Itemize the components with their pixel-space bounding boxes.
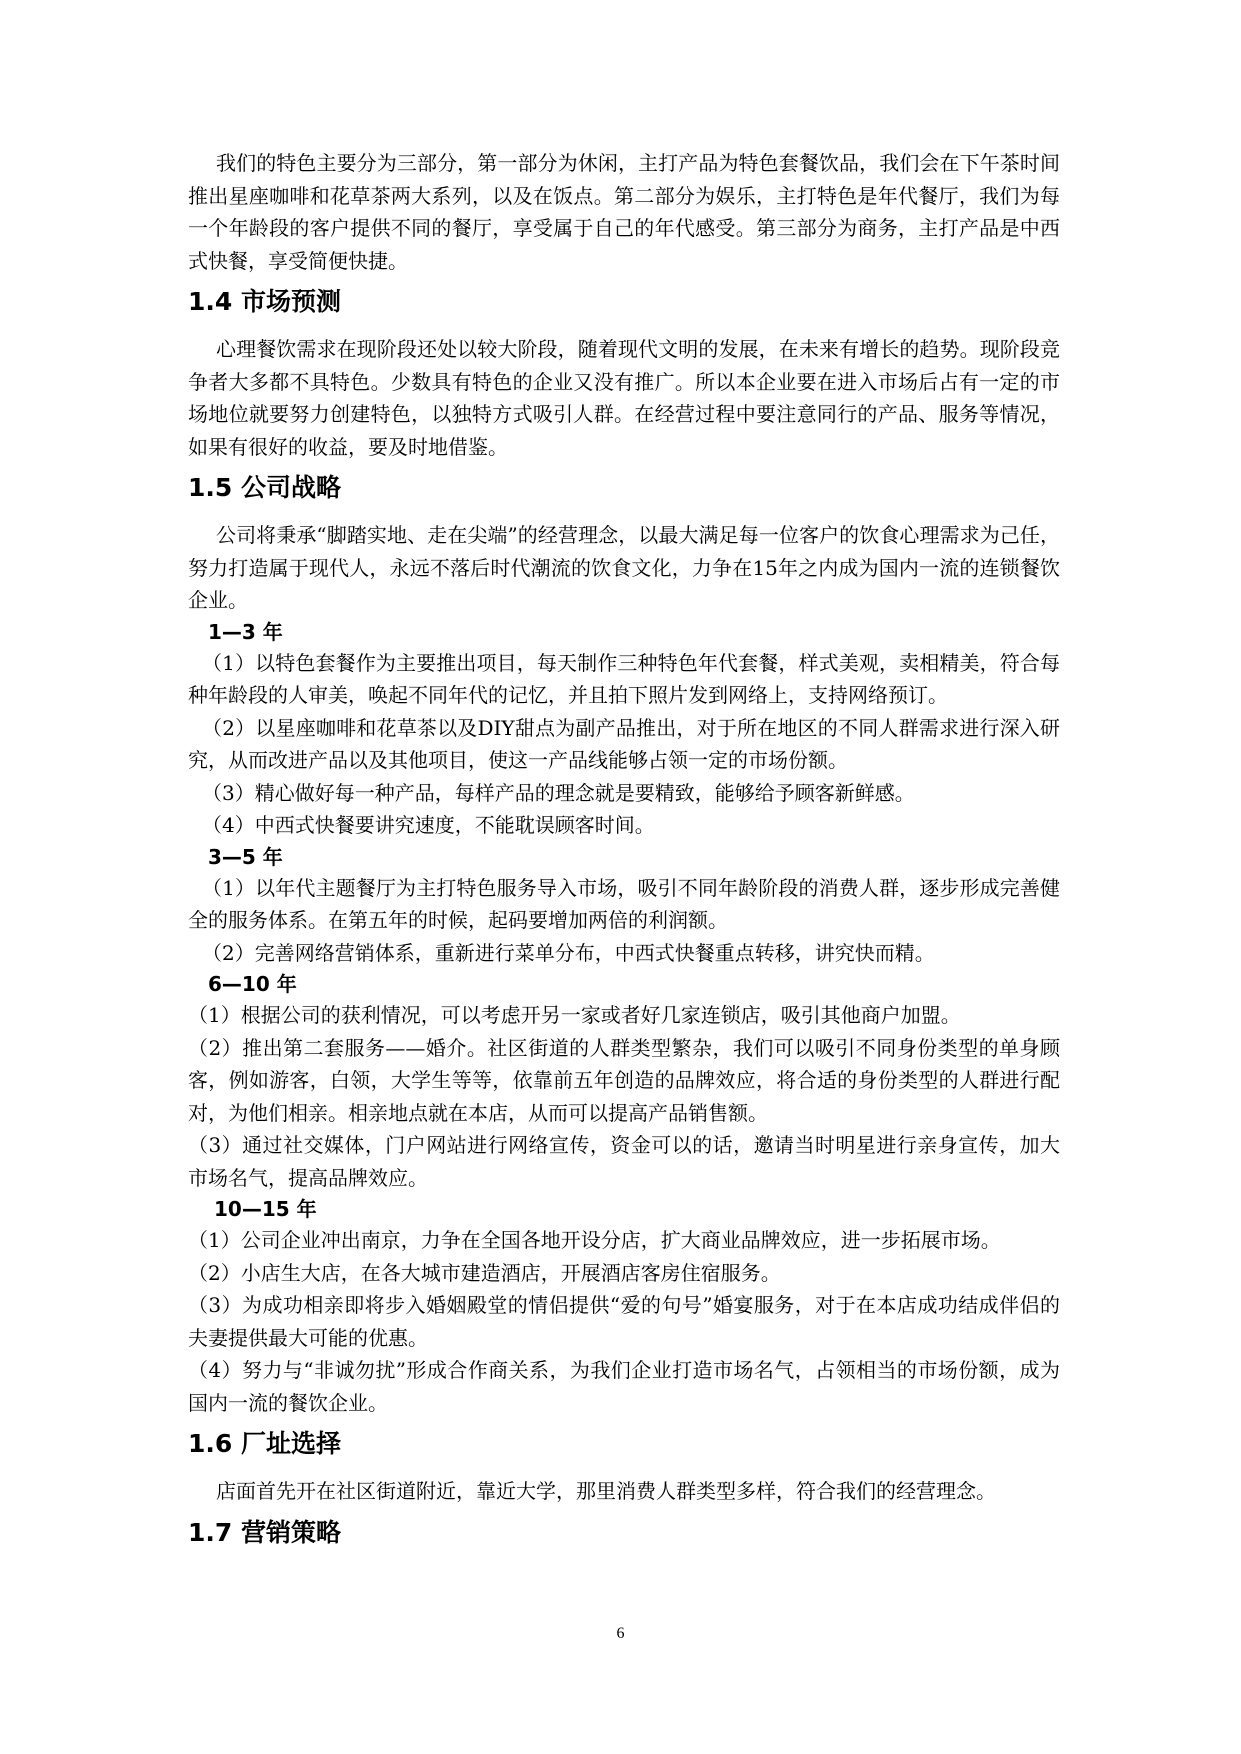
section-heading-1-4: 1.4 市场预测: [188, 287, 341, 316]
phase-3-5: [188, 842, 1060, 970]
section-heading-1-7: 1.7 营销策略: [188, 1517, 341, 1547]
phase-1-3: [188, 617, 1060, 842]
intro-paragraph: 我们的特色主要分为三部分，第一部分为休闲，主打产品为特色套餐饮品，我们会在下午茶时间推出星座咖啡和花草茶两大系列，以及在饭点。第二部分为娱乐，主打特色是年代餐厅，我们为每一个年龄段的客户提供不同的餐厅，享受属于自己的年代感受。第三部分为商务，主打产品是中西式快餐，享受简便快捷。: [188, 151, 1060, 273]
phase-item: （4）努力与“非诚勿扰”形成合作商关系，为我们企业打造市场名气，占领相当的市场份额，成为国内一流的餐饮企业。: [188, 1358, 1060, 1415]
page-number: 6: [616, 1625, 625, 1642]
phase-heading: 10—15 年: [214, 1197, 317, 1221]
phase-item: （3）通过社交媒体，门户网站进行网络宣传，资金可以的话，邀请当时明星进行亲身宣传，加大市场名气，提高品牌效应。: [188, 1133, 1060, 1190]
company-strategy-paragraph: 公司将秉承“脚踏实地、走在尖端”的经营理念，以最大满足每一位客户的饮食心理需求为己任，努力打造属于现代人，永远不落后时代潮流的饮食文化，力争在15年之内成为国内一流的连锁餐饮企业。: [188, 523, 1060, 612]
phase-6-10: [188, 969, 1060, 1194]
section-heading-1-6: 1.6 厂址选择: [188, 1429, 341, 1458]
phase-item: （2）以星座咖啡和花草茶以及DIY甜点为副产品推出，对于所在地区的不同人群需求进行深入研究，从而改进产品以及其他项目，使这一产品线能够占领一定的市场份额。: [188, 715, 1060, 772]
phase-item: （2）推出第二套服务——婚介。社区街道的人群类型繁杂，我们可以吸引不同身份类型的单身顾客，例如游客，白领，大学生等等，依靠前五年创造的品牌效应，将合适的身份类型的人群进行配对，为他们相亲。相亲地点就在本店，从而可以提高产品销售额。: [188, 1035, 1060, 1125]
section-heading-1-5: 1.5 公司战略: [188, 473, 341, 502]
phase-item: （1）根据公司的获利情况，可以考虑开另一家或者好几家连锁店，吸引其他商户加盟。: [188, 1003, 961, 1027]
phase-item: （3）为成功相亲即将步入婚姻殿堂的情侣提供“爱的句号”婚宴服务，对于在本店成功结成伴侣的夫妻提供最大可能的优惠。: [188, 1293, 1060, 1350]
phase-heading: 6—10 年: [208, 972, 297, 996]
page-content: [188, 147, 1060, 1564]
phase-item: （3）精心做好每一种产品，每样产品的理念就是要精致，能够给予顾客新鲜感。: [202, 780, 915, 805]
phase-item: （2）完善网络营销体系，重新进行菜单分布，中西式快餐重点转移，讲究快而精。: [202, 940, 935, 965]
market-forecast-paragraph: 心理餐饮需求在现阶段还处以较大阶段，随着现代文明的发展，在未来有增长的趋势。现阶段竞争者大多都不具特色。少数具有特色的企业又没有推广。所以本企业要在进入市场后占有一定的市场地位就要努力创建特色，以独特方式吸引人群。在经营过程中要注意同行的产品、服务等情况，如果有很好的收益，要及时地借鉴。: [188, 337, 1060, 459]
phase-item: （1）公司企业冲出南京，力争在全国各地开设分店，扩大商业品牌效应，进一步拓展市场。: [188, 1228, 1001, 1252]
phase-heading: 3—5 年: [208, 844, 283, 869]
phase-item: （2）小店生大店，在各大城市建造酒店，开展酒店客房住宿服务。: [188, 1260, 781, 1285]
phase-item: （1）以特色套餐作为主要推出项目，每天制作三种特色年代套餐，样式美观，卖相精美，符合每种年龄段的人审美，唤起不同年代的记忆，并且拍下照片发到网络上，支持网络预订。: [188, 650, 1060, 707]
phase-10-15: [188, 1194, 1060, 1419]
phase-heading: 1—3 年: [208, 619, 283, 644]
site-selection-paragraph: 店面首先开在社区街道附近，靠近大学，那里消费人群类型多样，符合我们的经营理念。: [216, 1479, 996, 1503]
phase-item: （4）中西式快餐要讲究速度，不能耽误顾客时间。: [202, 813, 655, 837]
phase-item: （1）以年代主题餐厅为主打特色服务导入市场，吸引不同年龄阶段的消费人群，逐步形成完善健全的服务体系。在第五年的时候，起码要增加两倍的利润额。: [188, 875, 1060, 932]
